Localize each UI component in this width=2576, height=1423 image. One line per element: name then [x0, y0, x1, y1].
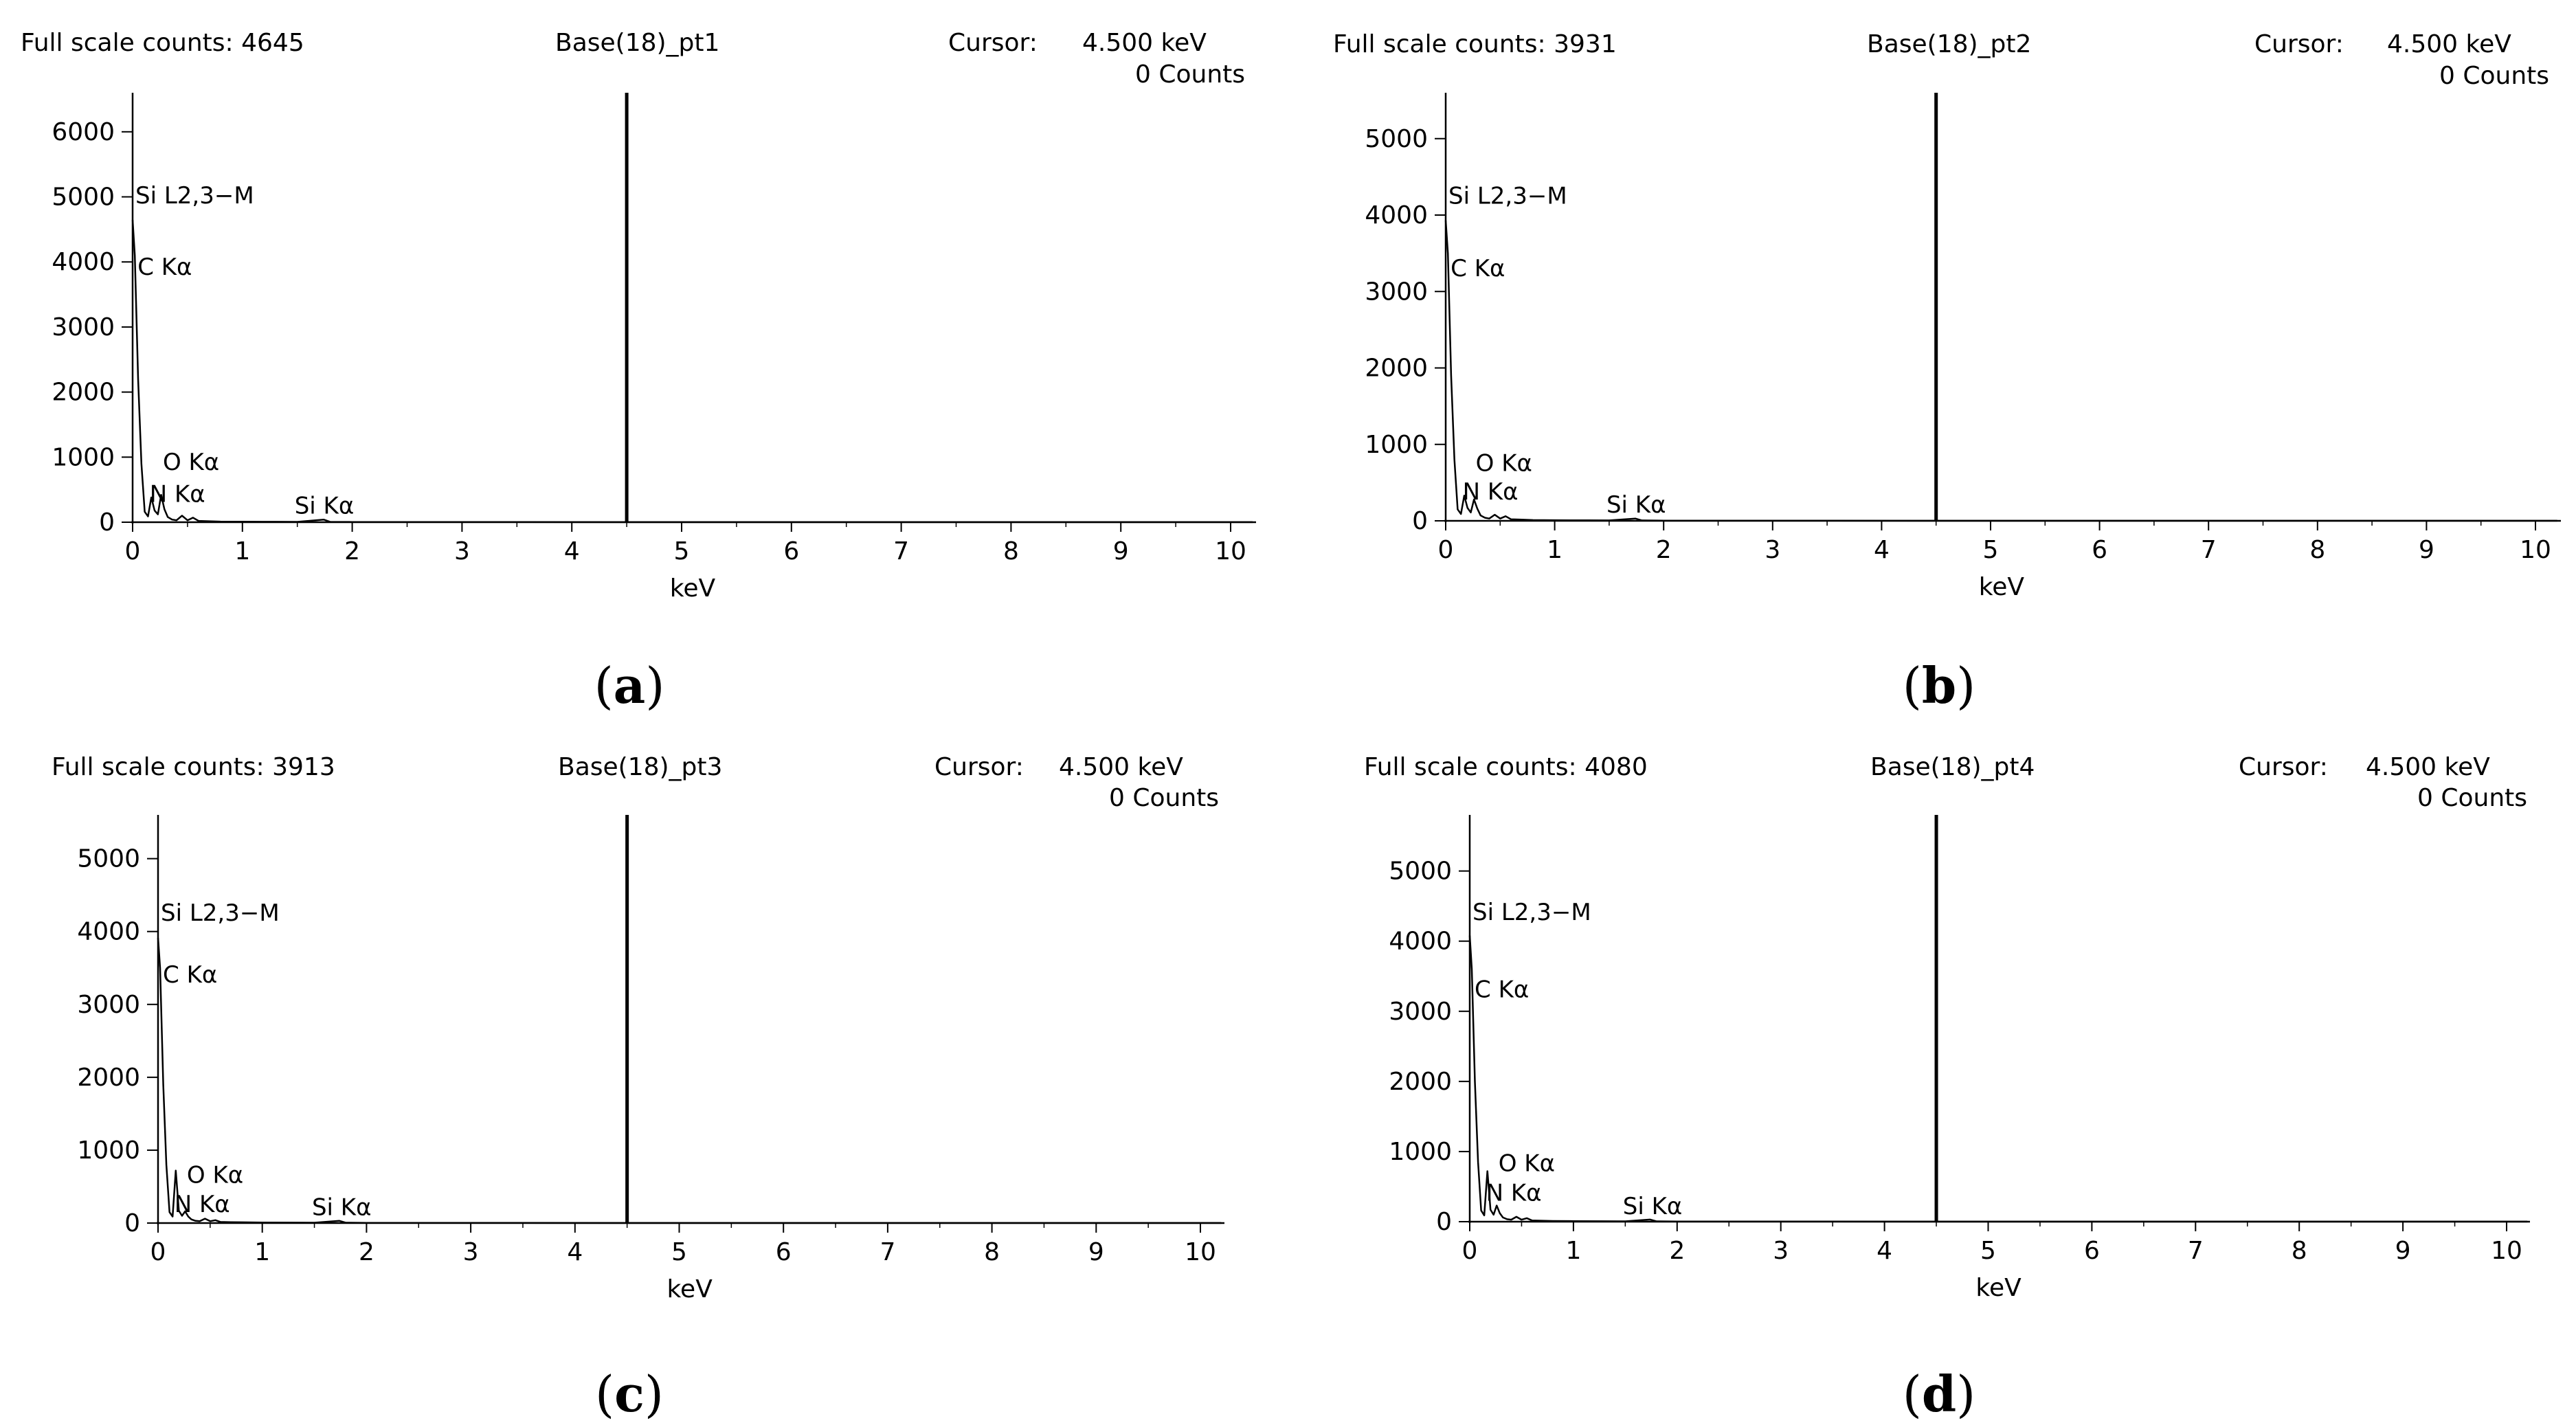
peak-label: C Kα [1451, 255, 1505, 282]
cursor-counts: 0 Counts [2417, 784, 2528, 812]
x-tick-label: 7 [880, 1238, 896, 1266]
x-tick-label: 2 [358, 1238, 374, 1266]
y-tick-label: 1000 [1389, 1137, 1452, 1166]
spectrum-panel-c [0, 708, 1288, 1423]
y-tick-label: 2000 [1365, 354, 1428, 383]
x-tick-label: 6 [2083, 1237, 2100, 1265]
caption-letter: c [614, 1365, 645, 1423]
peak-label: O Kα [186, 1161, 244, 1189]
y-tick-label: 0 [1436, 1208, 1452, 1236]
x-tick-label: 3 [1765, 536, 1781, 564]
peak-label: Si L2,3−M [1448, 182, 1567, 210]
y-tick-label: 5000 [1389, 857, 1452, 886]
x-tick-label: 5 [671, 1238, 687, 1266]
spectrum-panel-a [0, 0, 1288, 715]
full-scale-counts: Full scale counts: 3913 [52, 753, 335, 781]
x-tick-label: 1 [1565, 1237, 1582, 1265]
panel-caption: (d) [1902, 1365, 1976, 1423]
x-tick-label: 9 [2418, 536, 2434, 564]
y-tick-label: 3000 [77, 990, 140, 1019]
peak-label: O Kα [1498, 1150, 1556, 1178]
x-tick-label: 2 [344, 537, 361, 565]
x-tick-label: 2 [1655, 536, 1672, 564]
peak-label: Si Kα [294, 492, 355, 520]
y-tick-label: 6000 [52, 117, 115, 146]
x-tick-label: 0 [150, 1238, 166, 1266]
full-scale-counts: Full scale counts: 3931 [1333, 30, 1617, 58]
spectrum-plot [1288, 0, 2576, 708]
y-tick-label: 5000 [1365, 124, 1428, 153]
x-tick-label: 9 [1088, 1238, 1104, 1266]
peak-label: N Kα [1486, 1179, 1542, 1207]
spectrum-plot [0, 708, 1288, 1417]
cursor-counts: 0 Counts [1109, 784, 1220, 812]
y-tick-label: 2000 [77, 1063, 140, 1092]
spectrum-title: Base(18)_pt3 [558, 753, 723, 781]
x-axis-label: keV [1975, 1274, 2021, 1302]
y-tick-label: 5000 [77, 844, 140, 873]
x-tick-label: 1 [254, 1238, 271, 1266]
y-tick-label: 4000 [52, 248, 115, 277]
cursor-label: Cursor: [2254, 30, 2344, 58]
peak-label: Si Kα [1606, 491, 1666, 519]
y-tick-label: 0 [99, 508, 115, 537]
cursor-counts: 0 Counts [1135, 60, 1246, 89]
peak-label: Si Kα [1622, 1192, 1683, 1220]
caption-letter: d [1921, 1365, 1957, 1423]
x-tick-label: 3 [453, 537, 470, 565]
peak-label: C Kα [1475, 976, 1530, 1004]
y-tick-label: 1000 [77, 1136, 140, 1165]
x-tick-label: 6 [783, 537, 800, 565]
peak-label: C Kα [163, 961, 218, 989]
peak-label: Si Kα [311, 1194, 372, 1222]
x-tick-label: 8 [1003, 537, 1019, 565]
spectrum-series-line [133, 220, 1253, 522]
spectrum-title: Base(18)_pt4 [1870, 753, 2035, 781]
y-tick-label: 4000 [77, 917, 140, 946]
x-tick-label: 1 [234, 537, 251, 565]
spectrum-title: Base(18)_pt2 [1867, 30, 2032, 58]
y-tick-label: 3000 [1389, 997, 1452, 1026]
x-tick-label: 4 [563, 537, 580, 565]
peak-label: Si L2,3−M [161, 899, 280, 927]
cursor-counts: 0 Counts [2439, 62, 2550, 90]
peak-label: Si L2,3−M [1472, 899, 1591, 927]
peak-label: Si L2,3−M [135, 181, 254, 210]
cursor-label: Cursor: [948, 29, 1038, 57]
x-tick-label: 3 [462, 1238, 479, 1266]
x-tick-label: 4 [1877, 1237, 1893, 1265]
y-tick-label: 3000 [1365, 278, 1428, 306]
x-tick-label: 10 [1185, 1238, 1216, 1266]
y-tick-label: 1000 [1365, 430, 1428, 459]
peak-label: N Kα [174, 1191, 230, 1219]
spectrum-plot [1288, 708, 2576, 1417]
spectrum-series-line [1446, 221, 2557, 521]
x-tick-label: 5 [1980, 1237, 1996, 1265]
x-tick-label: 0 [1461, 1237, 1478, 1265]
x-tick-label: 4 [567, 1238, 583, 1266]
y-tick-label: 4000 [1365, 201, 1428, 229]
peak-label: N Kα [1462, 478, 1519, 506]
x-tick-label: 0 [1437, 536, 1454, 564]
x-tick-label: 2 [1669, 1237, 1685, 1265]
x-tick-label: 7 [2200, 536, 2217, 564]
y-tick-label: 3000 [52, 313, 115, 341]
x-axis-label: keV [667, 1275, 713, 1303]
x-tick-label: 7 [893, 537, 910, 565]
x-tick-label: 1 [1547, 536, 1563, 564]
x-axis-label: keV [669, 574, 716, 603]
caption-letter: a [613, 656, 646, 715]
cursor-label: Cursor: [2239, 753, 2328, 781]
spectrum-title: Base(18)_pt1 [555, 29, 720, 57]
x-tick-label: 7 [2187, 1237, 2204, 1265]
x-tick-label: 6 [2092, 536, 2108, 564]
y-tick-label: 0 [124, 1209, 140, 1237]
spectrum-plot [0, 0, 1288, 708]
panel-caption: (b) [1902, 656, 1976, 715]
x-tick-label: 8 [984, 1238, 1000, 1266]
x-tick-label: 5 [673, 537, 690, 565]
cursor-energy: 4.500 keV [1059, 753, 1183, 781]
panel-caption: (a) [594, 656, 665, 715]
x-axis-label: keV [1978, 573, 2025, 601]
spectrum-series-line [158, 938, 1221, 1223]
x-tick-label: 4 [1873, 536, 1890, 564]
x-tick-label: 10 [2491, 1237, 2522, 1265]
spectrum-panel-d [1288, 708, 2576, 1423]
panel-caption: (c) [594, 1365, 664, 1423]
x-tick-label: 3 [1773, 1237, 1789, 1265]
x-tick-label: 8 [2309, 536, 2326, 564]
cursor-energy: 4.500 keV [1082, 29, 1207, 57]
full-scale-counts: Full scale counts: 4080 [1364, 753, 1648, 781]
peak-label: C Kα [137, 254, 192, 282]
y-tick-label: 2000 [52, 378, 115, 407]
y-tick-label: 2000 [1389, 1067, 1452, 1096]
x-tick-label: 10 [2520, 536, 2551, 564]
caption-letter: b [1921, 656, 1957, 715]
x-tick-label: 9 [2395, 1237, 2411, 1265]
full-scale-counts: Full scale counts: 4645 [21, 29, 304, 57]
x-tick-label: 9 [1112, 537, 1129, 565]
peak-label: O Kα [1475, 449, 1532, 478]
x-tick-label: 8 [2291, 1237, 2307, 1265]
cursor-label: Cursor: [934, 753, 1024, 781]
peak-label: N Kα [149, 480, 205, 508]
spectrum-series-line [1470, 936, 2527, 1222]
cursor-energy: 4.500 keV [2366, 753, 2490, 781]
peak-label: O Kα [162, 449, 220, 477]
x-tick-label: 6 [775, 1238, 792, 1266]
y-tick-label: 5000 [52, 183, 115, 212]
cursor-energy: 4.500 keV [2387, 30, 2511, 58]
spectrum-panel-b [1288, 0, 2576, 715]
y-tick-label: 1000 [52, 443, 115, 472]
x-tick-label: 5 [1982, 536, 1999, 564]
y-tick-label: 0 [1412, 507, 1428, 535]
y-tick-label: 4000 [1389, 927, 1452, 956]
x-tick-label: 10 [1215, 537, 1246, 565]
x-tick-label: 0 [124, 537, 141, 565]
